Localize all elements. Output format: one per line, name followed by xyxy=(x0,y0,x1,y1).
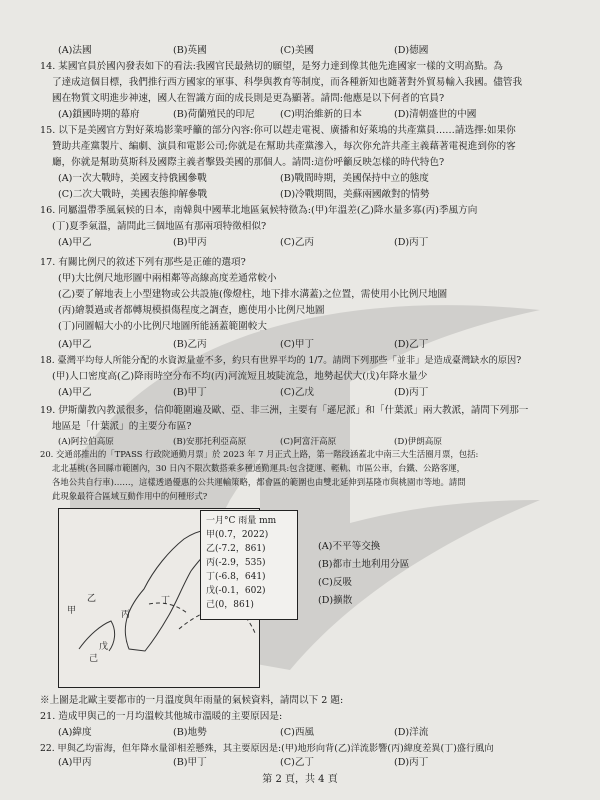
legend-row-jia: 甲(0.7，2022) xyxy=(206,530,269,540)
q20-line3: 各地公共自行車)……，這樣透過優惠的公共運輸策略，都會區的範圍也由雙北延伸到基隆市與桃園市等地。請問 xyxy=(52,477,466,487)
map-label-ji: 己 xyxy=(89,654,99,664)
legend-row-ding: 丁(-6.8，641) xyxy=(206,572,266,582)
q15-option-d[interactable]: (D)冷戰期間，美蘇兩國敵對的情勢 xyxy=(280,189,430,200)
legend-row-yi: 乙(-7.2，861) xyxy=(206,544,266,554)
q19-option-a[interactable]: (A)阿拉伯高原 xyxy=(58,437,114,447)
legend-row-wu: 戊(-0.1，602) xyxy=(206,586,266,596)
q19-option-b[interactable]: (B)安那托利亞高原 xyxy=(173,437,247,447)
q19-option-d[interactable]: (D)伊朗高原 xyxy=(394,437,442,447)
map-label-bing: 丙 xyxy=(121,610,131,620)
q17-item-4: (丁)同圖幅大小的小比例尺地圖所能涵蓋範圍較大 xyxy=(58,321,267,332)
q17-option-a[interactable]: (A)甲乙 xyxy=(58,339,92,350)
q20-option-b[interactable]: (B)都市土地利用分區 xyxy=(318,559,410,570)
q14-line2: 了達成這個目標，我們推行西方國家的軍事、科學與教育等制度，而各種新知也隨著對外貿易輸入我國。儘管我 xyxy=(52,77,523,88)
map-label-wu: 戊 xyxy=(99,642,109,652)
legend-header: 一月°C 雨量 mm xyxy=(206,516,277,526)
q14-option-a[interactable]: (A)鎖國時期的幕府 xyxy=(58,109,140,120)
q20-line2: 北北基桃(各回縣市範圍內，30 日內不限次數搭乘多種通勤運具:包含捷運、輕軌、市區公車，台鐵、公路客運， xyxy=(52,463,466,473)
q22-option-b[interactable]: (B)甲丁 xyxy=(173,757,207,768)
q16-line2: (丁)夏季氣溫，請問此三個地區有那兩項特徵相似? xyxy=(52,221,267,232)
q13-option-a[interactable]: (A)法國 xyxy=(58,45,92,56)
q21-option-a[interactable]: (A)緯度 xyxy=(58,727,92,738)
q14-option-b[interactable]: (B)荷蘭殖民的印尼 xyxy=(173,109,255,120)
q16-option-b[interactable]: (B)甲丙 xyxy=(173,237,207,248)
q16-option-c[interactable]: (C)乙丙 xyxy=(280,237,315,248)
q22-option-d[interactable]: (D)丙丁 xyxy=(394,757,429,768)
q14-line1: 14. 某國官員於國內發表如下的看法:我國官民最熱切的願望，是努力達到像其他先進國家一樣的文明高點。為 xyxy=(40,61,503,72)
q17-option-d[interactable]: (D)乙丁 xyxy=(394,339,429,350)
q16-option-d[interactable]: (D)丙丁 xyxy=(394,237,429,248)
q19-line1: 19. 伊斯蘭教內教派很多，信仰範圍遍及歐、亞、非三洲，主要有「遜尼派」和「什葉派」兩大教派，請問下列那一 xyxy=(40,405,529,416)
q22-line1: 22. 甲與乙均雷海，但年降水量卻相差懸殊，其主要原因是:(甲)地形向背(乙)洋流影響(丙)緯度差異(丁)盛行風向 xyxy=(40,743,494,754)
q19-option-c[interactable]: (C)阿富汗高原 xyxy=(280,437,337,447)
map-label-jia: 甲 xyxy=(67,606,77,616)
q15-line1: 15. 以下是美國官方對好萊塢影業呼籲的部分內容:你可以趕走電視、廣播和好萊塢的共產黨員……請选擇:如果你 xyxy=(40,125,516,136)
q18-line2: (甲)人口密度高(乙)降雨時空分布不均(丙)河流短且坡陡流急，地勢起伏大(戊)年降水量少 xyxy=(52,371,428,382)
q15-option-b[interactable]: (B)戰間時期，美國保持中立的態度 xyxy=(280,173,429,184)
map-label-ding: 丁 xyxy=(161,596,171,606)
q21-option-c[interactable]: (C)西風 xyxy=(280,727,315,738)
q17-option-c[interactable]: (C)甲丁 xyxy=(280,339,315,350)
q22-option-a[interactable]: (A)甲丙 xyxy=(58,757,92,768)
q15-line2: 贊助共產黨製片、編劇、演員和電影公司;你就是在幫助共產黨滲入，每次你允許共產主義藉著電視進到你的客 xyxy=(52,141,516,152)
q15-line3: 廳，你就是幫助莫斯科及國際主義者擊毀美國的那個人。請問:這份呼籲反映怎樣的時代特色? xyxy=(52,157,445,168)
q21-option-d[interactable]: (D)洋流 xyxy=(394,727,429,738)
q18-option-b[interactable]: (B)甲丁 xyxy=(173,387,207,398)
q14-line3: 國在物質文明進步神速，國人在智識方面的成長則是更為顯著。請問:他應是以下何者的官員? xyxy=(52,93,445,104)
q18-option-a[interactable]: (A)甲乙 xyxy=(58,387,92,398)
q13-option-d[interactable]: (D)德國 xyxy=(394,45,429,56)
page-footer: 第 2 頁，共 4 頁 xyxy=(262,774,338,785)
climate-data-legend xyxy=(200,510,298,620)
q18-line1: 18. 臺灣平均每人所能分配的水資源量並不多，約只有世界平均的 1/7。請問下列那些「並非」是造成臺灣缺水的原因? xyxy=(40,355,522,366)
q15-option-c[interactable]: (C)二次大戰時，美國表態抑解參戰 xyxy=(58,189,208,200)
legend-row-ji: 己(0，861) xyxy=(206,600,254,610)
q14-option-c[interactable]: (C)明治維新的日本 xyxy=(280,109,362,120)
q16-option-a[interactable]: (A)甲乙 xyxy=(58,237,92,248)
q13-option-b[interactable]: (B)英國 xyxy=(173,45,207,56)
q16-line1: 16. 同屬溫帶季風氣候的日本，南韓與中國華北地區氣候特徵為:(甲)年溫差(乙)降水量多寡(丙)季風方向 xyxy=(40,205,478,216)
map-note: ※上圖是北歐主要都市的一月溫度與年雨量的氣候資料，請問以下 2 題: xyxy=(40,695,344,706)
q21-option-b[interactable]: (B)地勢 xyxy=(173,727,207,738)
q17-item-1: (甲)大比例尺地形圖中兩相鄰等高線高度差通常較小 xyxy=(58,273,277,284)
q18-option-c[interactable]: (C)乙戊 xyxy=(280,387,315,398)
q15-option-a[interactable]: (A)一次大戰時，美國支持俄國參戰 xyxy=(58,173,207,184)
q21-line1: 21. 造成甲與己的一月均溫較其他城市溫暖的主要原因是: xyxy=(40,711,283,722)
q20-option-c[interactable]: (C)反吸 xyxy=(318,577,353,588)
q17-item-3: (丙)繪製過或者都轉規模損傷程度之調查，應使用小比例尺地圖 xyxy=(58,305,325,316)
q20-option-d[interactable]: (D)擴散 xyxy=(318,595,353,606)
q20-line4: 此現象最符合區域互動作用中的何種形式? xyxy=(52,491,208,501)
q20-option-a[interactable]: (A)不平等交換 xyxy=(318,541,381,552)
legend-row-bing: 丙(-2.9，535) xyxy=(206,558,266,568)
q22-option-c[interactable]: (C)乙丁 xyxy=(280,757,315,768)
map-label-yi: 乙 xyxy=(87,594,97,604)
q17-item-2: (乙)要了解地表上小型建物或公共設施(像燈柱，地下排水溝蓋)之位置，需使用小比例尺地圖 xyxy=(58,289,448,300)
q13-option-c[interactable]: (C)美國 xyxy=(280,45,315,56)
q19-line2: 地區是「什葉派」的主要分布區? xyxy=(52,421,192,432)
q17-line1: 17. 有關比例尺的敘述下列有那些是正確的選項? xyxy=(40,257,246,268)
q17-option-b[interactable]: (B)乙丙 xyxy=(173,339,207,350)
q14-option-d[interactable]: (D)清朝盛世的中國 xyxy=(394,109,477,120)
q20-line1: 20. 交通部推出的「TPASS 行政院通勤月票」於 2023 年 7 月正式上路，第一階段涵蓋北中南三大生活圈月票，包括: xyxy=(40,449,479,459)
q18-option-d[interactable]: (D)丙丁 xyxy=(394,387,429,398)
